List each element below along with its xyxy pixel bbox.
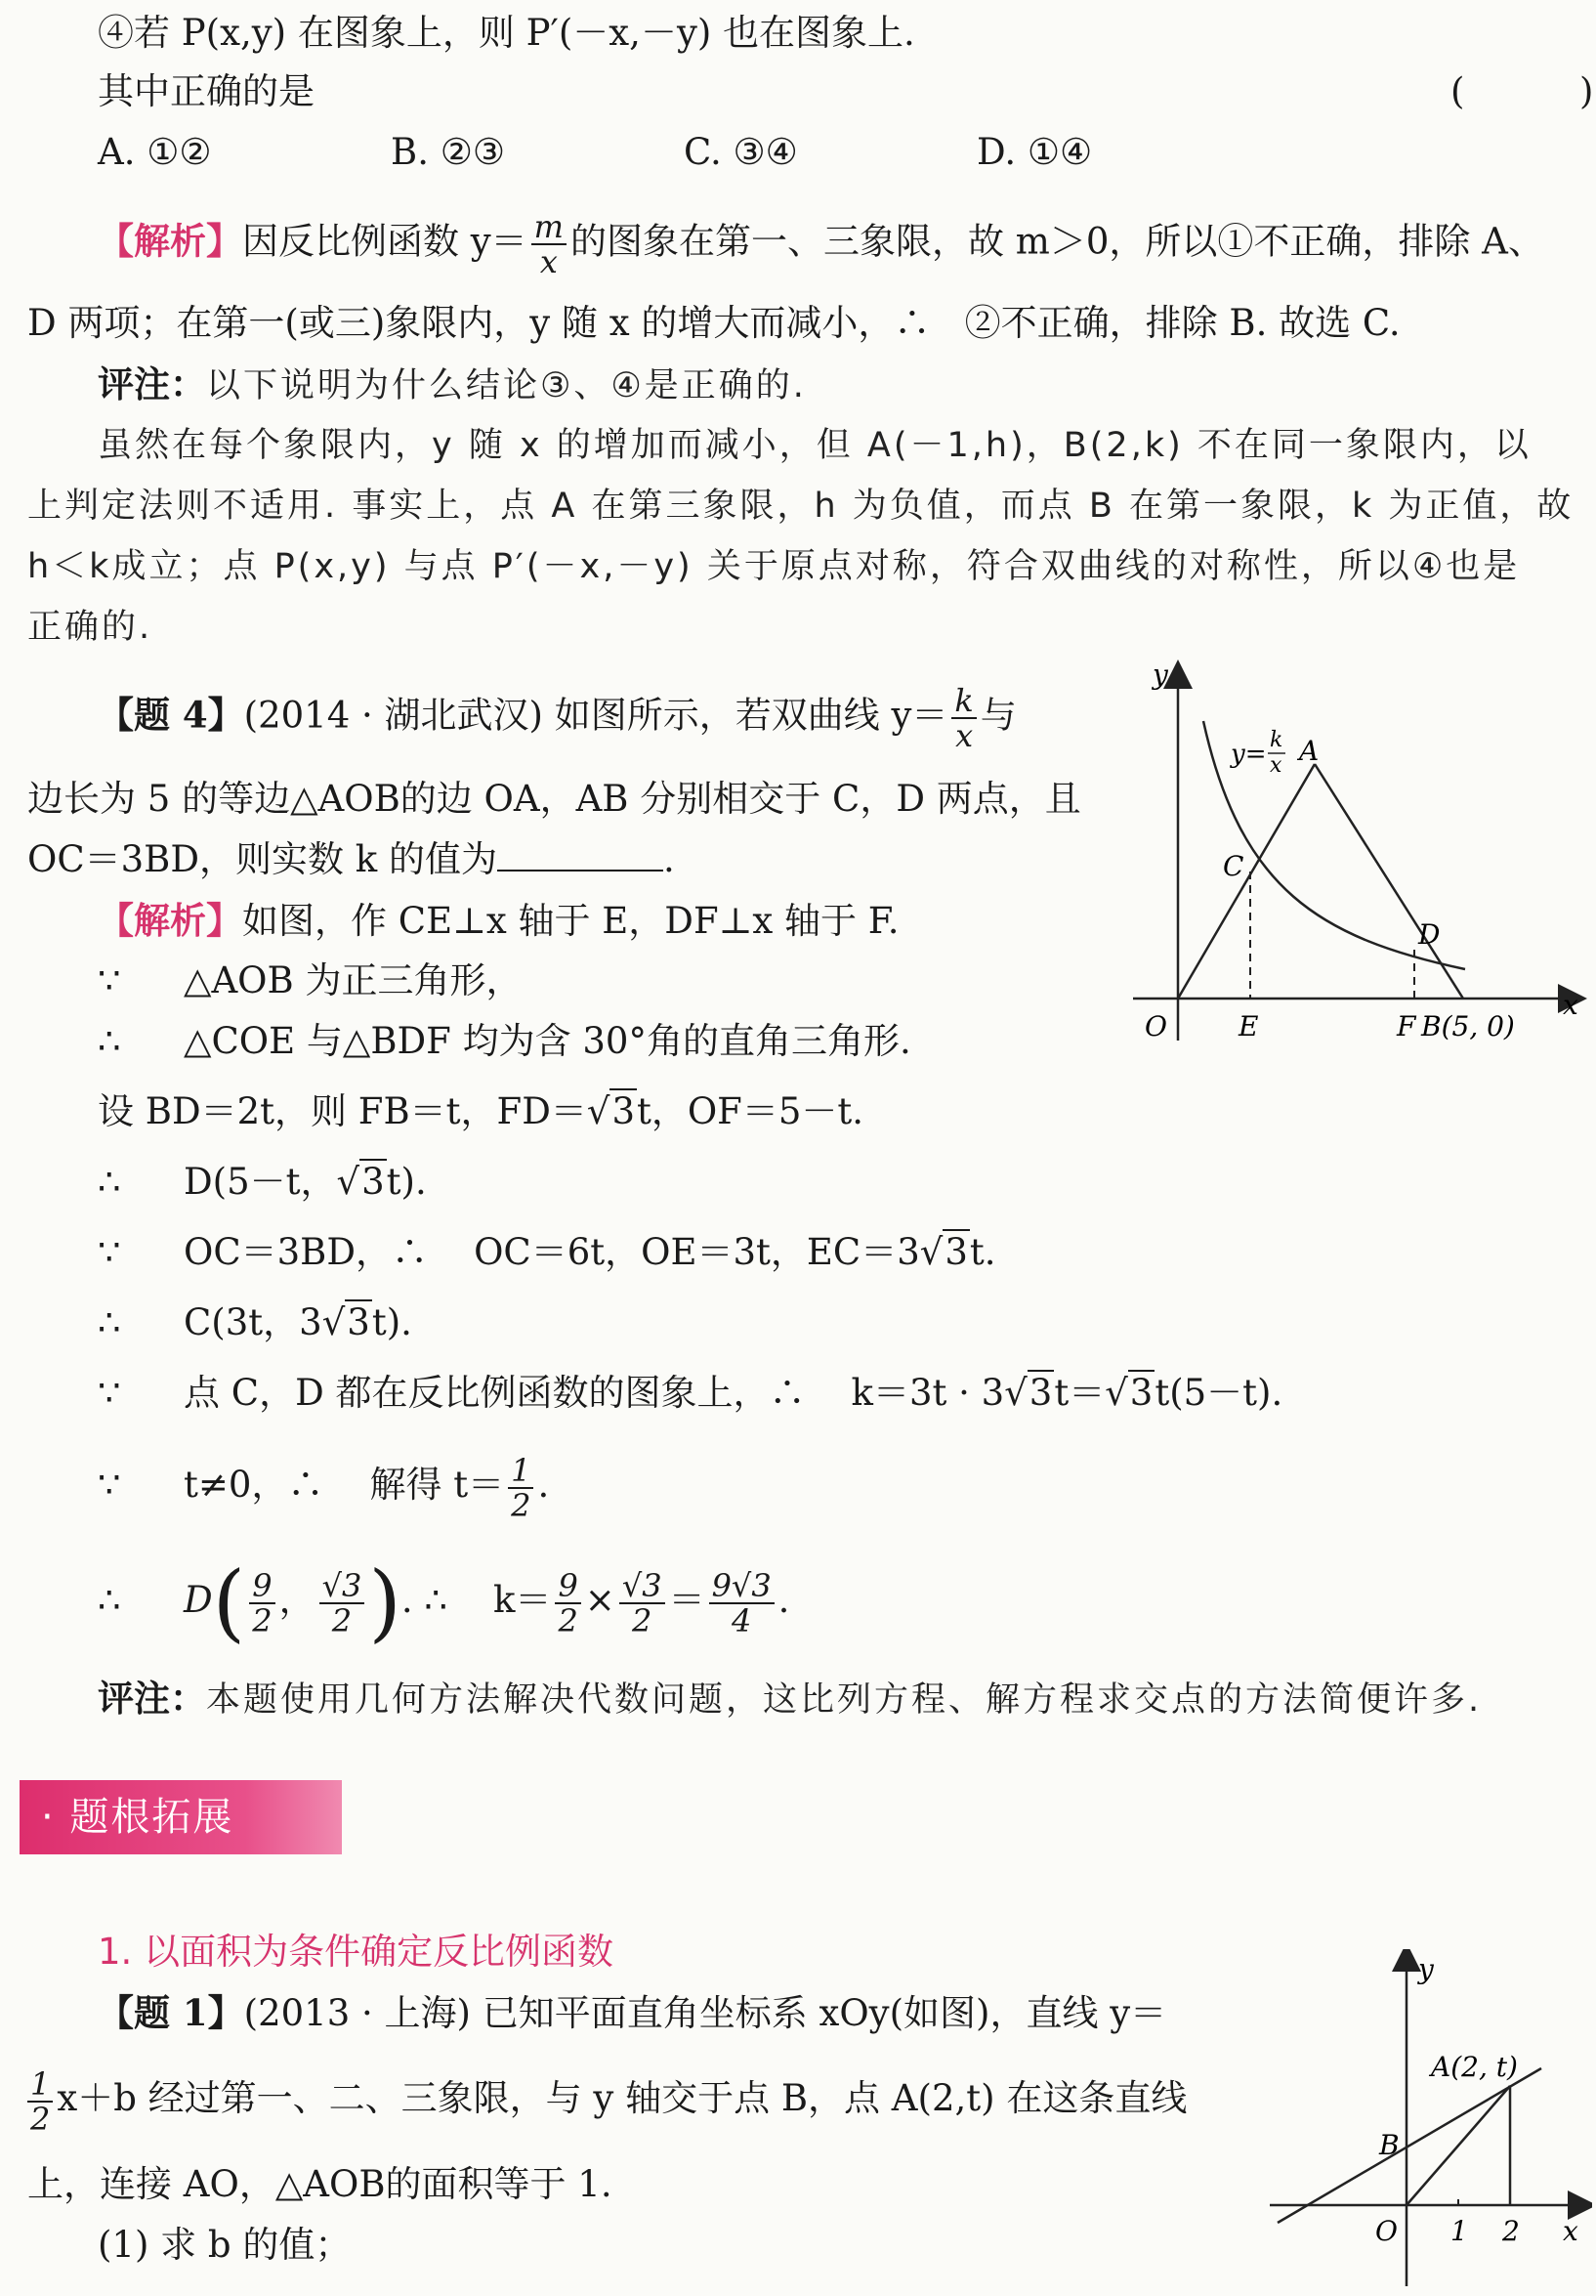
problem-4-line-1: 【题 4】(2014 · 湖北武汉) 如图所示，若双曲线 y＝ $\frac{k}{x}$ 与 — [98, 682, 1017, 754]
solution-4-line-5: ∴ D(5－t，√3t). — [98, 1157, 1596, 1208]
sqrt-3: √3 — [1004, 1372, 1053, 1414]
sqrt-3: √3 — [586, 1090, 635, 1132]
section-banner: · 题根拓展 — [20, 1780, 342, 1854]
solution-4-line-2: ∵ △AOB 为正三角形， — [98, 959, 523, 1001]
problem-label: 【题 1】 — [98, 1991, 244, 2034]
point-b-label: B — [1379, 2129, 1400, 2161]
comment-1-line-1: 虽然在每个象限内，y 随 x 的增加而减小，但 A(－1,h)，B(2,k) 不在同一象限内，以 — [98, 426, 1532, 465]
point-o-label: O — [1145, 1010, 1167, 1042]
problem-4-line-3: OC＝3BD，则实数 k 的值为 . — [27, 838, 675, 880]
sqrt-3: √3 — [336, 1161, 385, 1203]
fraction-9-over-2: $\frac{9}{2}$ — [249, 1569, 274, 1637]
sqrt-3: √3 — [1105, 1372, 1154, 1414]
section-problem-line-4: (1) 求 b 的值； — [98, 2224, 352, 2266]
comment-2: 评注：本题使用几何方法解决代数问题，这比列方程、解方程求交点的方法简便许多. — [98, 1677, 1483, 1720]
fraction-root3-over-2: $\frac{√3}{2}$ — [319, 1569, 365, 1637]
curve-label-den: x — [1270, 753, 1282, 778]
section-problem-line-1: 【题 1】(2013 · 上海) 已知平面直角坐标系 xOy(如图)，直线 y＝ — [98, 1991, 1167, 2034]
section-problem-line-2: $\frac{1}{2}$ x＋b 经过第一、二、三象限，与 y 轴交于点 B，点 A(2,t) 在这条直线 — [27, 2060, 1596, 2138]
comment-1-line-2: 上判定法则不适用. 事实上，点 A 在第三象限，h 为负值，而点 B 在第一象限，k 为正值，故 — [27, 487, 1575, 526]
solution-4-line-1: 【解析】如图，作 CE⊥x 轴于 E，DF⊥x 轴于 F. — [98, 899, 900, 942]
curve-label-num: k — [1270, 728, 1283, 752]
comment-label: 评注： — [98, 362, 206, 405]
answer-blank — [497, 840, 663, 872]
option-b: B. ②③ — [391, 131, 506, 173]
sqrt-3: √3 — [919, 1231, 968, 1273]
solution-4-line-3: ∴ △COE 与△BDF 均为含 30°角的直角三角形. — [98, 1020, 911, 1062]
fraction-1-over-2: $\frac{1}{2}$ — [27, 2067, 53, 2136]
x-axis-label: x — [1563, 2215, 1578, 2247]
point-a-label: A(2, t) — [1431, 2051, 1518, 2083]
solution-4-line-4: 设 BD＝2t，则 FB＝t，FD＝√3t，OF＝5－t. — [98, 1086, 1596, 1137]
item-4-text: ④若 P(x,y) 在图象上，则 P′(－x,－y) 也在图象上. — [98, 12, 915, 54]
point-e-label: E — [1239, 1010, 1259, 1042]
problem-label: 【题 4】 — [98, 693, 244, 737]
tick-2-label: 2 — [1502, 2215, 1520, 2247]
y-axis-label: y — [1153, 659, 1168, 691]
solution-4-line-10: ∴ D( $\frac{9}{2}$ ， $\frac{√3}{2}$ ). ∴ k＝ $\frac{9}{2}$ × $\frac{√3}{2}$ ＝ $\frac{9√3}{4}$ . — [98, 1553, 790, 1652]
x-axis-label: x — [1563, 989, 1578, 1021]
fraction-9root3-over-4: $\frac{9√3}{4}$ — [709, 1569, 775, 1637]
figure-hyperbola-triangle — [1123, 655, 1592, 1055]
analysis-label: 【解析】 — [98, 899, 242, 942]
solution-4-line-6: ∵ OC＝3BD，∴ OC＝6t，OE＝3t，EC＝3√3t. — [98, 1227, 1596, 1278]
line-y-half-x-plus-b — [1278, 2068, 1541, 2223]
option-d: D. ①④ — [977, 131, 1093, 173]
analysis-label: 【解析】 — [98, 219, 242, 263]
point-o-label: O — [1375, 2215, 1398, 2247]
fraction-m-over-x: $\frac{m}{x}$ — [531, 210, 567, 278]
comment-1-line-3: h＜k成立；点 P(x,y) 与点 P′(－x,－y) 关于原点对称，符合双曲线的对称性，所以④也是 — [27, 547, 1521, 586]
sqrt-3: √3 — [321, 1301, 370, 1343]
side-oa — [1178, 764, 1315, 999]
analysis-1-line-1: 【解析】因反比例函数 y＝ $\frac{m}{x}$ 的图象在第一、三象限，故 m＞0，所以①不正确，排除 A、 — [98, 208, 1544, 280]
curve-label-y: y= — [1231, 740, 1267, 769]
solution-4-line-9: ∵ t≠0，∴ 解得 t＝ $\frac{1}{2}$ . — [98, 1451, 550, 1524]
point-d-label: D — [1418, 918, 1441, 951]
problem-4-line-2: 边长为 5 的等边△AOB的边 OA，AB 分别相交于 C，D 两点，且 — [27, 778, 1081, 820]
fraction-root3-over-2: $\frac{√3}{2}$ — [619, 1569, 665, 1637]
segment-ao — [1407, 2086, 1510, 2205]
analysis-1-line-2: D 两项；在第一(或三)象限内，y 随 x 的增大而减小，∴ ②不正确，排除 B. 故选 C. — [27, 302, 1401, 344]
option-a: A. ①② — [98, 131, 212, 173]
side-ab — [1315, 764, 1463, 999]
comment-1-header: 评注：以下说明为什么结论③、④是正确的. — [98, 362, 807, 405]
fraction-9-over-2: $\frac{9}{2}$ — [555, 1569, 580, 1637]
point-b-label: B(5, 0) — [1421, 1010, 1515, 1042]
section-problem-line-3: 上，连接 AO，△AOB的面积等于 1. — [27, 2163, 612, 2205]
point-f-label: F — [1397, 1010, 1416, 1042]
option-c: C. ③④ — [684, 131, 798, 173]
answer-paren: ( ) — [1450, 70, 1594, 112]
solution-4-line-7: ∴ C(3t，3√3t). — [98, 1297, 1596, 1348]
fraction-1-over-2: $\frac{1}{2}$ — [508, 1454, 533, 1522]
section-heading: 1. 以面积为条件确定反比例函数 — [98, 1931, 614, 1973]
solution-4-line-8: ∵ 点 C，D 都在反比例函数的图象上，∴ k＝3t · 3√3t＝√3t(5－t). — [98, 1368, 1596, 1419]
point-c-label: C — [1223, 850, 1244, 882]
fraction-k-over-x: $\frac{k}{x}$ — [951, 684, 976, 752]
comment-label: 评注： — [98, 1677, 206, 1720]
comment-1-line-4: 正确的. — [27, 608, 153, 647]
y-axis-label: y — [1418, 1953, 1434, 1985]
figure-line-triangle — [1260, 1949, 1592, 2291]
point-a-label: A — [1299, 735, 1320, 767]
tick-1-label: 1 — [1450, 2215, 1468, 2247]
question-text: 其中正确的是 — [98, 70, 315, 112]
